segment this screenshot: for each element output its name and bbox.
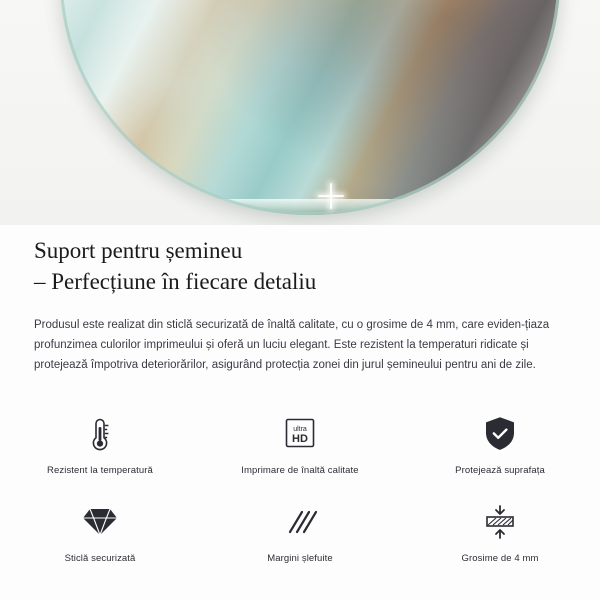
- svg-text:HD: HD: [292, 433, 308, 445]
- page-title: [34, 235, 554, 297]
- feature-label: Rezistent la temperatură: [47, 465, 153, 476]
- polished-edges-icon: [277, 499, 323, 545]
- feature-label: Grosime de 4 mm: [461, 553, 539, 564]
- hero-image: [0, 0, 600, 225]
- page-title-line-2: – Perfecțiune în fiecare detaliu: [34, 269, 317, 294]
- feature-grid: [0, 405, 600, 581]
- product-description: Produsul este realizat din sticlă securizată de înaltă calitate, cu o grosime de 4 mm, care eviden-țiaza profunzimea culorilor imprimeului și oferă un luciu elegant. Este rezistent la temperaturi ridicate și protejează împotriva deteriorărilor, asigurând protecția zonei din jurul șemineului pentru ani de zile.: [34, 319, 550, 371]
- svg-text:ultra: ultra: [293, 426, 307, 433]
- thickness-4mm-icon: [477, 499, 523, 545]
- feature-label: Protejează suprafața: [455, 465, 545, 476]
- shield-check-icon: [477, 411, 523, 457]
- feature-item-temperature: [0, 405, 200, 493]
- feature-item-surface-protection: [400, 405, 600, 493]
- feature-item-polished-edges: [200, 493, 400, 581]
- ultra-hd-icon: [277, 411, 323, 457]
- feature-item-tempered-glass: [0, 493, 200, 581]
- text-content: [0, 225, 600, 375]
- feature-label: Imprimare de înaltă calitate: [241, 465, 359, 476]
- thermometer-icon: [77, 411, 123, 457]
- page-title-line-1: Suport pentru șemineu: [34, 238, 243, 263]
- round-glass-panel-image: [60, 0, 560, 215]
- feature-label: Margini șlefuite: [267, 553, 333, 564]
- feature-item-thickness: [400, 493, 600, 581]
- feature-label: Sticlă securizată: [64, 553, 136, 564]
- diamond-icon: [77, 499, 123, 545]
- feature-item-print-quality: [200, 405, 400, 493]
